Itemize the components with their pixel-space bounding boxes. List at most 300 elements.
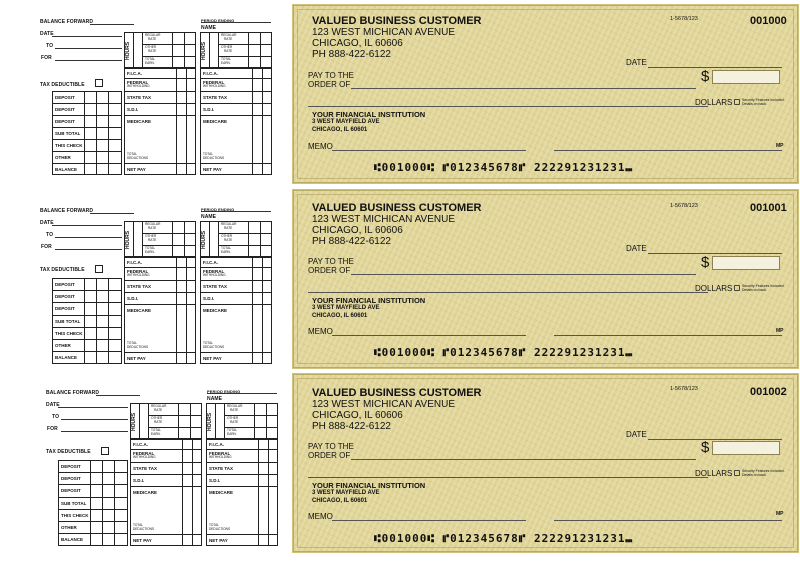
total-deductions-sub-label: DEDUCTIONS	[133, 527, 155, 531]
ruling-line	[52, 163, 122, 164]
total-sub-label: EARN.	[221, 250, 231, 254]
overtime-rate-label: RATE	[148, 49, 157, 53]
pay-to-label: PAY TO THE	[308, 71, 354, 80]
ruling-line	[58, 472, 128, 473]
ruling-line	[58, 484, 128, 485]
dollar-sign-label: $	[701, 439, 710, 456]
total-label: TOTAL	[151, 428, 161, 432]
check-number: 001000	[750, 15, 787, 27]
company-street: 123 WEST MICHICAN AVENUE	[312, 27, 455, 38]
sdi-label: S.D.I.	[203, 107, 215, 112]
state-tax-label: STATE TAX	[133, 466, 157, 471]
total-label: TOTAL	[227, 428, 237, 432]
net-pay-label: NET PAY	[127, 167, 146, 172]
deposit-label: DEPOSIT	[55, 294, 75, 299]
ruling-line	[262, 257, 263, 364]
balance-forward-line[interactable]	[96, 395, 140, 396]
net-pay-label: NET PAY	[203, 356, 222, 361]
sub-total-label: SUB TOTAL	[55, 131, 81, 136]
ruling-line	[52, 315, 122, 316]
ruling-line	[172, 221, 173, 257]
for-line[interactable]	[55, 249, 122, 250]
ruling-line	[206, 474, 278, 475]
tax-deductible-checkbox[interactable]	[101, 447, 109, 455]
sub-total-label: SUB TOTAL	[61, 501, 87, 506]
overtime-rate-label: RATE	[230, 420, 239, 424]
ruling-line	[130, 486, 202, 487]
date-field[interactable]	[648, 67, 782, 68]
employee-name-line[interactable]	[201, 211, 271, 212]
net-pay-label: NET PAY	[127, 356, 146, 361]
ruling-line	[52, 351, 122, 352]
ruling-line	[190, 403, 191, 439]
to-line[interactable]	[55, 237, 122, 238]
total-sub-label: EARN.	[221, 61, 231, 65]
memo-label: MEMO	[308, 512, 333, 521]
regular-rate-label: RATE	[148, 226, 157, 230]
medicare-label: MEDICARE	[127, 119, 152, 124]
ruling-line	[192, 439, 193, 546]
check-number: 001002	[750, 386, 787, 398]
balance-forward-label: BALANCE FORWARD	[40, 19, 94, 25]
medicare-label: MEDICARE	[203, 308, 228, 313]
ruling-line	[130, 449, 202, 450]
pay-to-line2-label: ORDER OF	[308, 451, 351, 460]
state-tax-label: STATE TAX	[203, 284, 227, 289]
dollar-sign-label: $	[701, 254, 710, 271]
federal-label: FEDERAL	[133, 451, 155, 456]
dollars-label: DOLLARS	[695, 469, 733, 478]
deposit-label: DEPOSIT	[61, 488, 81, 493]
ruling-line	[52, 302, 122, 303]
for-line[interactable]	[61, 431, 128, 432]
date-field[interactable]	[648, 253, 782, 254]
state-tax-label: STATE TAX	[203, 95, 227, 100]
ruling-line	[124, 115, 196, 116]
federal-sub-label: WITHHOLDING	[127, 84, 150, 88]
payee-field[interactable]	[351, 88, 696, 89]
overtime-label: OTHER	[227, 416, 239, 420]
for-label: FOR	[41, 244, 52, 250]
this-check-label: THIS CHECK	[55, 331, 83, 336]
federal-label: FEDERAL	[203, 80, 225, 85]
regular-label: REGULAR	[221, 222, 237, 226]
bank-name: YOUR FINANCIAL INSTITUTION	[312, 110, 426, 119]
tax-deductible-label: TAX DEDUCTIBLE	[40, 267, 85, 273]
sdi-label: S.D.I.	[133, 478, 145, 483]
federal-label: FEDERAL	[209, 451, 231, 456]
overtime-rate-label: RATE	[154, 420, 163, 424]
date-label-label: DATE	[626, 430, 647, 439]
ruling-line	[124, 103, 196, 104]
ruling-line	[200, 304, 272, 305]
signature-field[interactable]	[554, 520, 782, 521]
memo-field[interactable]	[332, 150, 526, 151]
other-label: OTHER	[55, 155, 71, 160]
micr-line: ⑆001000⑆ ⑈012345678⑈ 222291231231⑉	[374, 532, 634, 545]
ruling-line	[52, 339, 122, 340]
total-label: TOTAL	[145, 246, 155, 250]
to-line[interactable]	[61, 419, 128, 420]
ruling-line	[260, 32, 261, 68]
check	[293, 5, 798, 183]
federal-label: FEDERAL	[203, 269, 225, 274]
memo-field[interactable]	[332, 520, 526, 521]
employee-name-line[interactable]	[207, 393, 277, 394]
ruling-line	[124, 91, 196, 92]
ruling-line	[130, 534, 202, 535]
deposit-label: DEPOSIT	[61, 464, 81, 469]
overtime-rate-label: RATE	[148, 238, 157, 242]
total-deductions-sub-label: DEDUCTIONS	[203, 156, 225, 160]
overtime-rate-label: RATE	[224, 238, 233, 242]
overtime-label: OTHER	[221, 45, 233, 49]
company-phone: PH 888-422-6122	[312, 49, 391, 60]
check-stub	[0, 203, 286, 383]
regular-label: REGULAR	[145, 222, 161, 226]
ruling-line	[178, 403, 179, 439]
tax-deductible-checkbox[interactable]	[95, 265, 103, 273]
ruling-line	[124, 78, 196, 79]
ruling-line	[58, 521, 128, 522]
written-amount-field[interactable]	[308, 292, 708, 293]
company-name: VALUED BUSINESS CUSTOMER	[312, 15, 482, 27]
ruling-line	[200, 280, 272, 281]
ruling-line	[52, 139, 122, 140]
ruling-line	[52, 115, 122, 116]
ruling-line	[124, 280, 196, 281]
total-deductions-sub-label: DEDUCTIONS	[203, 345, 225, 349]
street-label: 123 WEST MICHICAN AVENUE	[312, 399, 455, 410]
employee-name-line[interactable]	[201, 22, 271, 23]
ruling-line	[172, 32, 173, 68]
hours-label-right: HOURS	[201, 41, 207, 60]
medicare-label: MEDICARE	[203, 119, 228, 124]
ruling-line	[209, 221, 210, 257]
company-label: VALUED BUSINESS CUSTOMER	[312, 202, 482, 214]
ruling-line	[206, 534, 278, 535]
micr-line: ⑆001000⑆ ⑈012345678⑈ 222291231231⑉	[374, 346, 634, 359]
signature-field[interactable]	[554, 150, 782, 151]
ruling-line	[52, 127, 122, 128]
sdi-label: S.D.I.	[127, 296, 139, 301]
federal-sub-label: WITHHOLDING	[203, 273, 226, 277]
state-tax-label: STATE TAX	[209, 466, 233, 471]
date-line[interactable]	[52, 36, 122, 37]
medicare-label: MEDICARE	[209, 490, 234, 495]
overtime-label: OTHER	[145, 234, 157, 238]
ruling-line	[182, 439, 183, 546]
ruling-line	[148, 403, 149, 439]
period-ending-label: PERIOD ENDING	[201, 18, 235, 23]
payee-field[interactable]	[351, 274, 696, 275]
overtime-label: OTHER	[145, 45, 157, 49]
ruling-line	[262, 68, 263, 175]
date-line[interactable]	[52, 225, 122, 226]
other-label: OTHER	[61, 525, 77, 530]
ruling-line	[200, 78, 272, 79]
sdi-label: S.D.I.	[203, 296, 215, 301]
ruling-line	[184, 32, 185, 68]
this-check-label: THIS CHECK	[55, 143, 83, 148]
micr-line: ⑆001000⑆ ⑈012345678⑈ 222291231231⑉	[374, 161, 634, 174]
ruling-line	[130, 462, 202, 463]
memo-label: MEMO	[308, 327, 333, 336]
signature-field[interactable]	[554, 335, 782, 336]
total-sub-label: EARN.	[145, 250, 155, 254]
city-label: CHICAGO, IL 60606	[312, 410, 403, 421]
check-number: 001001	[750, 202, 787, 214]
pay-to-line1-label: PAY TO THE	[308, 257, 354, 266]
overtime-label: OTHER	[151, 416, 163, 420]
check-stub	[0, 14, 286, 194]
ruling-line	[52, 151, 122, 152]
check	[293, 190, 798, 368]
ruling-line	[206, 462, 278, 463]
ruling-line	[266, 403, 267, 439]
bank-street-label: 3 WEST MAYFIELD AVE	[312, 490, 380, 496]
hours-label: HOURS	[201, 230, 207, 249]
other-label: OTHER	[55, 343, 71, 348]
ruling-line	[258, 439, 259, 546]
fraction-label: 1-5678/123	[670, 203, 698, 209]
date-label: DATE	[626, 58, 647, 67]
memo-field[interactable]	[332, 335, 526, 336]
ruling-line	[200, 267, 272, 268]
company-label: VALUED BUSINESS CUSTOMER	[312, 387, 482, 399]
lock-icon	[734, 285, 740, 291]
ruling-line	[206, 486, 278, 487]
hours-label: HOURS	[207, 412, 213, 431]
regular-rate-label: RATE	[154, 408, 163, 412]
total-deductions-label: TOTAL	[203, 341, 213, 345]
balance-forward-line[interactable]	[90, 213, 134, 214]
check-stub	[6, 385, 292, 565]
ruling-line	[218, 221, 219, 257]
deposit-label: DEPOSIT	[61, 476, 81, 481]
total-label: TOTAL	[145, 57, 155, 61]
dollars-label: DOLLARS	[695, 284, 733, 293]
name-label: NAME	[207, 396, 223, 402]
ruling-line	[200, 91, 272, 92]
regular-label: REGULAR	[151, 404, 167, 408]
period-ending-label: PERIOD ENDING	[201, 207, 235, 212]
balance-label: BALANCE	[55, 167, 77, 172]
total-deductions-label: TOTAL	[127, 341, 137, 345]
ruling-line	[218, 32, 219, 68]
fraction-label: 1-5678/123	[670, 386, 698, 392]
ruling-line	[130, 474, 202, 475]
total-deductions-sub-label: DEDUCTIONS	[127, 156, 149, 160]
security-label: Security Features Included. Details on back.	[742, 469, 785, 477]
ruling-line	[200, 292, 272, 293]
regular-rate-label: RATE	[224, 226, 233, 230]
memo-label: MEMO	[308, 142, 333, 151]
total-deductions-label: TOTAL	[203, 152, 213, 156]
ruling-line	[184, 221, 185, 257]
ruling-line	[260, 221, 261, 257]
hours-label: HOURS	[125, 230, 131, 249]
mp-label: MP	[776, 511, 784, 517]
to-label: TO	[46, 232, 54, 238]
bank-street: 3 WEST MAYFIELD AVE	[312, 119, 380, 125]
deposit-label: DEPOSIT	[55, 282, 75, 287]
routing-fraction: 1-5678/123	[670, 16, 698, 22]
overtime-rate-label: RATE	[224, 49, 233, 53]
balance-forward-line[interactable]	[90, 24, 134, 25]
ruling-line	[52, 103, 122, 104]
employee-name-label: NAME	[201, 25, 217, 31]
fica-label: F.I.C.A.	[203, 71, 219, 76]
pay-to-line1-label: PAY TO THE	[308, 442, 354, 451]
to-line[interactable]	[55, 48, 122, 49]
total-label: TOTAL	[221, 246, 231, 250]
ruling-line	[124, 304, 196, 305]
tax-deductible-label: TAX DEDUCTIBLE	[40, 82, 85, 88]
federal-sub-label: WITHHOLDING	[203, 84, 226, 88]
amount-field[interactable]	[712, 256, 780, 270]
bank-city-label: CHICAGO, IL 60601	[312, 313, 368, 319]
mp-label: MP	[776, 328, 784, 334]
net-pay-label: NET PAY	[133, 538, 152, 543]
for-label: FOR	[41, 55, 52, 61]
ruling-line	[58, 497, 128, 498]
net-pay-label: NET PAY	[209, 538, 228, 543]
deposit-label: DEPOSIT	[55, 95, 75, 100]
fica-label: F.I.C.A.	[203, 260, 219, 265]
mp-label: MP	[776, 143, 784, 149]
date-line[interactable]	[58, 407, 128, 408]
ruling-line	[248, 32, 249, 68]
net-pay-label: NET PAY	[203, 167, 222, 172]
to-label: TO	[46, 43, 54, 49]
ruling-line	[200, 103, 272, 104]
fica-label: F.I.C.A.	[127, 260, 143, 265]
hours-label: HOURS	[131, 412, 137, 431]
ruling-line	[268, 439, 269, 546]
city-label: CHICAGO, IL 60606	[312, 225, 403, 236]
overtime-label: OTHER	[221, 234, 233, 238]
total-deductions-label: TOTAL	[133, 523, 143, 527]
regular-rate-label: RATE	[224, 37, 233, 41]
security-label: Security Features Included. Details on back.	[742, 284, 785, 292]
amount-field[interactable]	[712, 70, 780, 84]
total-deductions-sub-label: DEDUCTIONS	[127, 345, 149, 349]
date-label: DATE	[46, 402, 60, 408]
ruling-line	[252, 257, 253, 364]
ruling-line	[186, 257, 187, 364]
order-of-label: ORDER OF	[308, 80, 351, 89]
balance-forward-label: BALANCE FORWARD	[46, 390, 100, 396]
ruling-line	[133, 32, 134, 68]
regular-label: REGULAR	[221, 33, 237, 37]
to-label: TO	[52, 414, 60, 420]
written-amount-field[interactable]	[308, 106, 708, 107]
bank-city: CHICAGO, IL 60601	[312, 127, 368, 133]
lock-icon	[734, 99, 740, 105]
total-deductions-label: TOTAL	[127, 152, 137, 156]
company-city: CHICAGO, IL 60606	[312, 38, 403, 49]
regular-rate-label: RATE	[230, 408, 239, 412]
ruling-line	[124, 163, 196, 164]
bank-street-label: 3 WEST MAYFIELD AVE	[312, 305, 380, 311]
bank-name-label: YOUR FINANCIAL INSTITUTION	[312, 296, 426, 305]
sdi-label: S.D.I.	[209, 478, 221, 483]
ruling-line	[252, 68, 253, 175]
this-check-label: THIS CHECK	[61, 513, 89, 518]
date-label-label: DATE	[626, 244, 647, 253]
ruling-line	[200, 115, 272, 116]
ruling-line	[58, 533, 128, 534]
federal-label: FEDERAL	[127, 80, 149, 85]
street-label: 123 WEST MICHICAN AVENUE	[312, 214, 455, 225]
lock-icon	[734, 470, 740, 476]
tax-deductible-label: TAX DEDUCTIBLE	[46, 449, 91, 455]
date-field[interactable]	[648, 439, 782, 440]
total-deductions-sub-label: DEDUCTIONS	[209, 527, 231, 531]
total-label: TOTAL	[221, 57, 231, 61]
ruling-line	[133, 221, 134, 257]
dollar-sign: $	[701, 68, 710, 85]
amount-field[interactable]	[712, 441, 780, 455]
total-sub-label: EARN.	[151, 432, 161, 436]
ruling-line	[176, 257, 177, 364]
state-tax-label: STATE TAX	[127, 95, 151, 100]
for-line[interactable]	[55, 60, 122, 61]
written-amount-field[interactable]	[308, 477, 708, 478]
ruling-line	[176, 68, 177, 175]
federal-sub-label: WITHHOLDING	[209, 455, 232, 459]
pay-to-line2-label: ORDER OF	[308, 266, 351, 275]
dollars-label: DOLLARS	[695, 98, 733, 107]
phone-label: PH 888-422-6122	[312, 236, 391, 247]
deposit-label: DEPOSIT	[55, 306, 75, 311]
date-label: DATE	[40, 220, 54, 226]
ruling-line	[142, 32, 143, 68]
deposit-label: DEPOSIT	[55, 107, 75, 112]
deposit-label: DEPOSIT	[55, 119, 75, 124]
total-deductions-label: TOTAL	[209, 523, 219, 527]
federal-label: FEDERAL	[127, 269, 149, 274]
ruling-line	[200, 163, 272, 164]
ruling-line	[254, 403, 255, 439]
ruling-line	[124, 352, 196, 353]
ruling-line	[186, 68, 187, 175]
bank-city-label: CHICAGO, IL 60601	[312, 498, 368, 504]
fica-label: F.I.C.A.	[127, 71, 143, 76]
ruling-line	[215, 403, 216, 439]
ruling-line	[200, 352, 272, 353]
medicare-label: MEDICARE	[127, 308, 152, 313]
ruling-line	[124, 292, 196, 293]
payee-field[interactable]	[351, 459, 696, 460]
ruling-line	[142, 221, 143, 257]
ruling-line	[124, 267, 196, 268]
security-note: Security Features Included. Details on back.	[742, 98, 785, 106]
phone-label: PH 888-422-6122	[312, 421, 391, 432]
ruling-line	[209, 32, 210, 68]
ruling-line	[248, 221, 249, 257]
sdi-label: S.D.I.	[127, 107, 139, 112]
fica-label: F.I.C.A.	[209, 442, 225, 447]
tax-deductible-checkbox[interactable]	[95, 79, 103, 87]
regular-label: REGULAR	[145, 33, 161, 37]
hours-label-left: HOURS	[125, 41, 131, 60]
ruling-line	[139, 403, 140, 439]
ruling-line	[224, 403, 225, 439]
balance-label: BALANCE	[61, 537, 83, 542]
date-label: DATE	[40, 31, 54, 37]
